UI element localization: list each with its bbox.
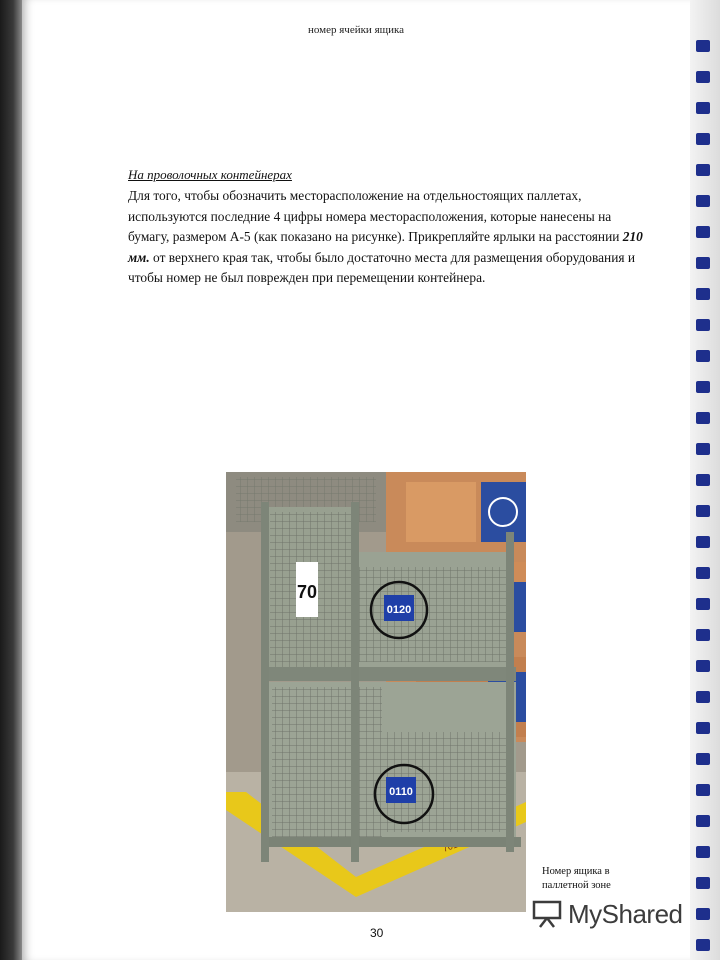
paragraph-text-end: от верхнего края так, чтобы было достаточно места для размещения оборудования и чтобы номер не был поврежден при перемещении контейнера. [128,249,636,286]
binding-coil [696,753,710,765]
binding-coil [696,319,710,331]
binding-coil [696,815,710,827]
body-paragraph [128,186,648,289]
binding-coil [696,381,710,393]
binding-coil [696,598,710,610]
page-number: 30 [370,926,384,940]
binding-coil [696,505,710,517]
binding-coil [696,164,710,176]
binding-coil [696,660,710,672]
row-sign: 70 [296,582,318,602]
watermark [532,894,683,934]
binding-coil [696,846,710,858]
presentation-icon [532,899,562,929]
page-header: номер ячейки ящика [307,24,405,36]
label-top: 0120 [386,604,412,616]
paragraph-text-start: Для того, чтобы обозначить месторасположение на отдельностоящих паллетах, используются последние 4 цифры номера месторасположения, которые нанесены на бумагу, размером А-5 (как показано на рисунке). Прикрепляйте ярлыки на расстоянии [128,188,623,245]
binding-coil [696,536,710,548]
binding-coil [696,102,710,114]
binding-coil [696,226,710,238]
book-gutter [0,0,22,960]
binding-coil [696,40,710,52]
label-bottom: 0110 [389,786,413,798]
binding-coil [696,288,710,300]
binding-coil [696,908,710,920]
document-page [22,0,690,960]
binding-coil [696,195,710,207]
watermark-text: MyShared [568,898,683,929]
binding-coil [696,443,710,455]
binding-coil [696,350,710,362]
binding-coil [696,784,710,796]
wire-container-photo [226,472,526,912]
binding-coil [696,71,710,83]
binding-coil [696,257,710,269]
binding-coil [696,133,710,145]
binding-coil [696,939,710,951]
binding-coil [696,722,710,734]
binding-coil [696,877,710,889]
binding-coil [696,474,710,486]
binding-coil [696,567,710,579]
binding-coil [696,412,710,424]
paragraph-emphasis: 210 мм. [128,229,643,265]
section-title: На проволочных контейнерах [128,167,292,182]
photo-caption: Номер ящика в паллетной зоне [542,866,611,891]
binding-coil [696,629,710,641]
binding-coil [696,691,710,703]
